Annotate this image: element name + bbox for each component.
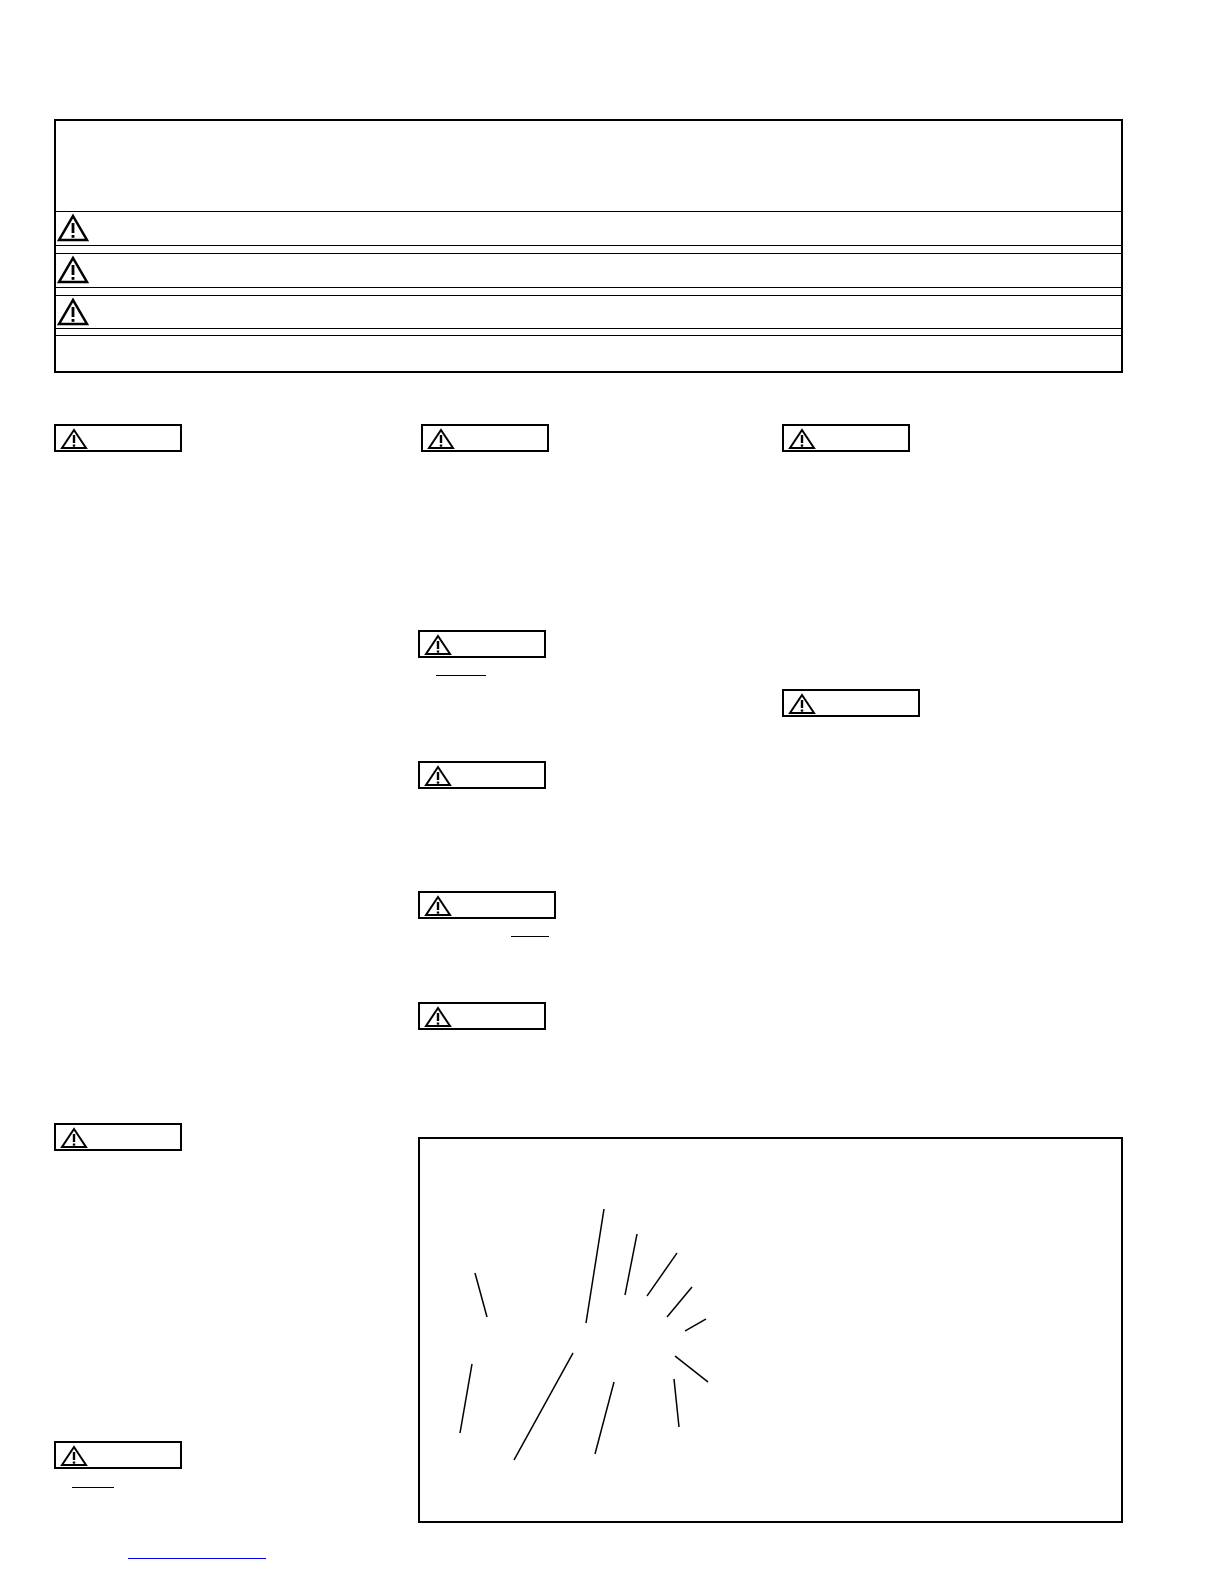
- warning-triangle-icon: [60, 1445, 88, 1467]
- leader-line: [586, 1209, 604, 1323]
- warning-triangle-icon: [57, 213, 89, 243]
- warning-tag: [54, 1441, 182, 1469]
- warning-triangle-icon: [57, 255, 89, 285]
- underline-mark: [72, 1487, 114, 1488]
- warning-triangle-icon: [424, 765, 452, 787]
- leader-line: [667, 1287, 692, 1317]
- leader-line: [675, 1356, 708, 1382]
- leader-line: [475, 1273, 487, 1317]
- warning-tag: [418, 761, 546, 789]
- warning-triangle-icon: [60, 428, 88, 450]
- header-divider: [55, 287, 1123, 288]
- warning-tag: [418, 891, 556, 919]
- underline-mark: [436, 675, 486, 676]
- warning-triangle-icon: [788, 428, 816, 450]
- header-divider: [55, 295, 1123, 296]
- leader-line: [625, 1234, 637, 1295]
- warning-triangle-icon: [424, 1006, 452, 1028]
- leader-line: [460, 1364, 472, 1433]
- footer-link[interactable]: [128, 1558, 266, 1561]
- warning-tag: [782, 689, 920, 717]
- leader-line: [514, 1353, 573, 1460]
- header-divider: [55, 335, 1123, 336]
- warning-triangle-icon: [60, 1127, 88, 1149]
- parts-diagram: [418, 1137, 1123, 1523]
- warning-tag: [421, 424, 549, 452]
- warning-triangle-icon: [424, 895, 452, 917]
- warning-tag: [782, 424, 910, 452]
- warning-triangle-icon: [427, 428, 455, 450]
- warning-tag: [54, 1123, 182, 1151]
- warning-triangle-icon: [57, 297, 89, 327]
- warning-tag: [418, 1002, 546, 1030]
- leader-line: [674, 1379, 679, 1427]
- leader-line: [685, 1319, 706, 1331]
- header-divider: [55, 253, 1123, 254]
- underline-mark: [511, 936, 549, 937]
- leader-line: [595, 1382, 614, 1454]
- header-divider: [55, 245, 1123, 246]
- header-divider: [55, 211, 1123, 212]
- leader-line: [647, 1253, 677, 1296]
- warning-tag: [418, 630, 546, 658]
- warning-triangle-icon: [788, 693, 816, 715]
- header-divider: [55, 328, 1123, 329]
- warning-tag: [54, 424, 182, 452]
- warning-triangle-icon: [424, 634, 452, 656]
